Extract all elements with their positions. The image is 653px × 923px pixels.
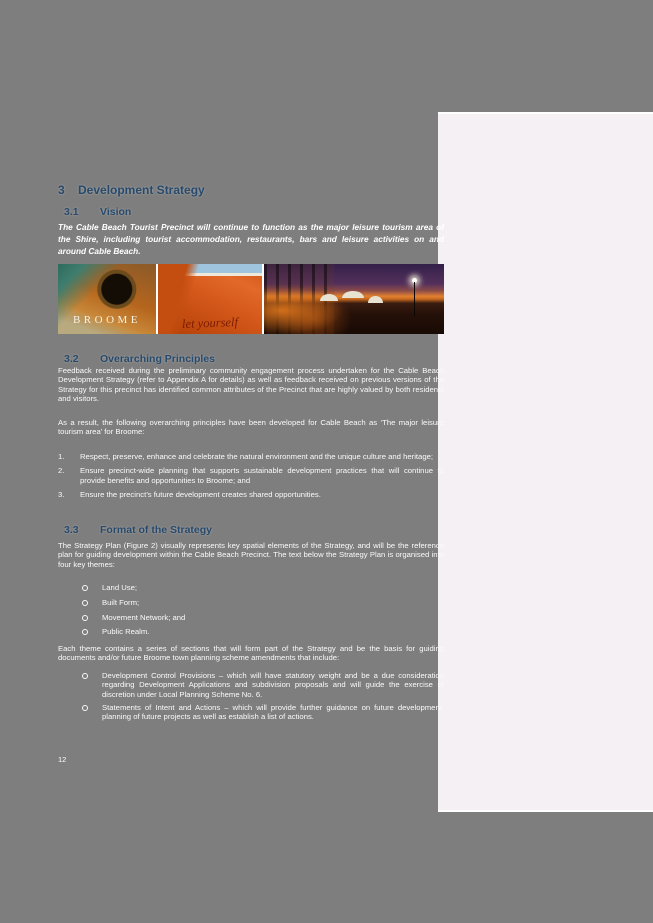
bullet-icon	[82, 615, 88, 621]
list-item	[58, 598, 444, 607]
subsection-heading-format	[58, 524, 450, 536]
list-item	[58, 627, 444, 636]
subsection-heading-vision	[58, 206, 450, 218]
list-marker: 2.	[58, 466, 65, 476]
list-item	[58, 703, 444, 722]
format-paragraph-1: The Strategy Plan (Figure 2) visually represents key spatial elements of the Strategy, and will be the reference plan for guiding development within the Cable Beach Precinct. The text below the Strategy Plan is organised into four key themes:	[58, 541, 444, 569]
list-item-text: Land Use;	[102, 583, 138, 592]
warm-light-glow	[264, 282, 354, 334]
dune-photo-caption: let yourself	[181, 315, 239, 331]
subsection-number: 3.1	[64, 206, 79, 218]
list-item-text: Respect, preserve, enhance and celebrate the natural environment and the unique culture and heritage;	[80, 452, 434, 461]
bullet-icon	[82, 585, 88, 591]
principles-paragraph-1: Feedback received during the preliminary community engagement process undertaken for the Cable Beach Development Strategy (refer to Appendix A for details) as well as feedback received on previous versions of the Strategy for this precinct has identified common attributes of the Precinct that are highly valued by both residents and visitors.	[58, 366, 444, 403]
list-item	[58, 583, 444, 592]
list-marker: 3.	[58, 489, 65, 499]
subsection-title: Vision	[100, 206, 132, 218]
list-item	[58, 490, 444, 499]
street-lamp-pole	[414, 282, 415, 316]
principles-paragraph-2: As a result, the following overarching principles have been developed for Cable Beach as ‘The major leisure tourism area’ for Broome:	[58, 418, 444, 437]
vision-statement: The Cable Beach Tourist Precinct will continue to function as the major leisure tourism area of the Shire, including tourist accommodation, restaurants, bars and leisure activities on and around Cable Beach.	[58, 222, 444, 256]
list-item-text: Ensure the precinct’s future development creates shared opportunities.	[80, 489, 321, 499]
blank-side-panel	[438, 112, 653, 812]
subsection-heading-principles	[58, 353, 450, 365]
section-number: 3	[58, 183, 65, 197]
subsection-number: 3.3	[64, 524, 79, 536]
list-item-text: Ensure precinct-wide planning that supports sustainable development practices that will continue to provide benefits and opportunities to Broome; and	[80, 466, 444, 485]
list-item	[58, 613, 444, 622]
subsection-number: 3.2	[64, 353, 79, 365]
list-item-text: Movement Network; and	[102, 612, 186, 622]
format-paragraph-2: Each theme contains a series of sections that will form part of the Strategy and be the basis for guiding documents and/or future Broome town planning scheme amendments that include:	[58, 644, 444, 663]
bullet-icon	[82, 705, 88, 711]
list-marker: 1.	[58, 452, 65, 461]
themes-bullet-list	[58, 583, 444, 642]
red-dune-photo	[158, 264, 264, 334]
list-item-text: Statements of Intent and Actions – which will provide further guidance on future development, planning of future projects as well as establish a list of actions.	[102, 702, 444, 722]
bullet-icon	[82, 629, 88, 635]
list-item-text: Public Realm.	[102, 627, 150, 637]
night-bar-photo	[264, 264, 444, 334]
subsection-title: Format of the Strategy	[100, 524, 213, 536]
subsection-title: Overarching Principles	[100, 353, 215, 365]
list-item	[58, 466, 444, 485]
principles-numbered-list	[58, 452, 444, 504]
photo-strip	[58, 264, 444, 334]
list-item	[58, 671, 444, 699]
umbrella-shape	[342, 291, 364, 298]
list-item-text: Built Form;	[102, 597, 140, 607]
list-item-text: Development Control Provisions – which will have statutory weight and be a due consideration regarding Development Applications and subdivision proposals and will guide the exercise of discretion under Local Planning Scheme No. 6.	[102, 671, 444, 699]
umbrella-shape	[320, 294, 338, 301]
broome-diving-helmet-photo	[58, 264, 158, 334]
umbrella-shape	[368, 296, 383, 303]
bullet-icon	[82, 673, 88, 679]
section-title: Development Strategy	[78, 183, 205, 197]
section-heading	[58, 183, 444, 197]
details-bullet-list	[58, 671, 444, 727]
broome-photo-caption: BROOME	[72, 314, 142, 326]
page-number: 12	[58, 755, 67, 764]
list-item	[58, 452, 444, 461]
bullet-icon	[82, 600, 88, 606]
